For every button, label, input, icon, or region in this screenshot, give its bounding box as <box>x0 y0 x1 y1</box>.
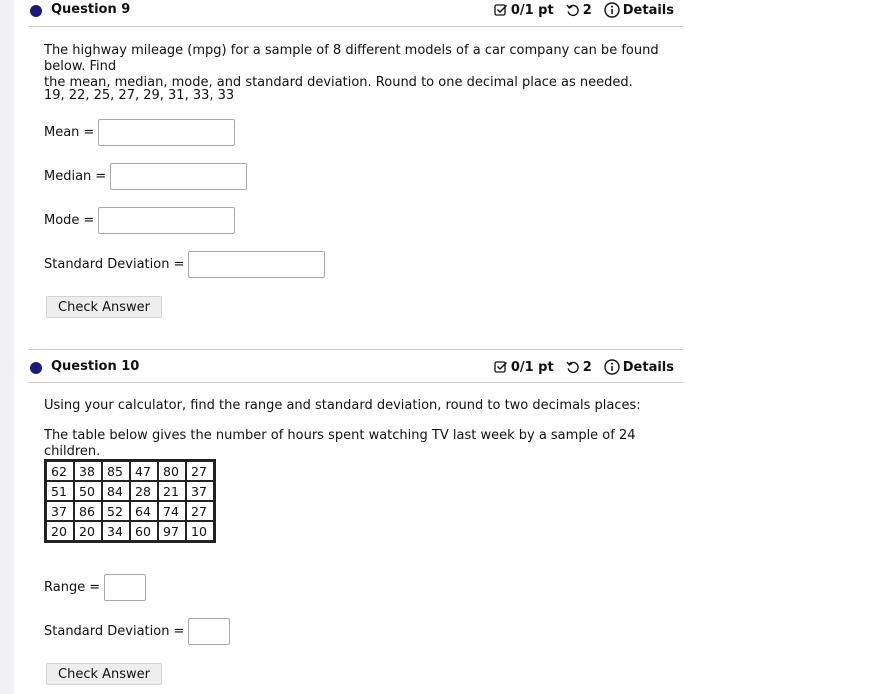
stdev-row: Standard Deviation = <box>44 251 325 278</box>
info-icon[interactable] <box>604 359 620 375</box>
question-prompt: The highway mileage (mpg) for a sample of 8 different models of a car company can be found below. Find the mean, median, mode, and standard deviation. Round to one decimal place as needed. <box>44 43 659 90</box>
left-gutter <box>0 0 14 694</box>
table-cell: 97 <box>158 521 186 541</box>
stdev-label: Standard Deviation <box>44 624 170 639</box>
table-cell: 80 <box>158 461 186 481</box>
mode-row: Mode = <box>44 207 235 234</box>
header-divider <box>28 26 683 27</box>
table-row <box>46 461 214 481</box>
check-answer-button[interactable]: Check Answer <box>46 296 162 318</box>
table-cell: 64 <box>130 501 158 521</box>
attempts-text: 2 <box>582 359 592 375</box>
table-cell: 34 <box>102 521 130 541</box>
table-cell: 27 <box>186 461 214 481</box>
table-cell: 37 <box>186 481 214 501</box>
median-row: Median = <box>44 163 247 190</box>
table-intro-text: The table below gives the number of hours spent watching TV last week by a sample of 24 children. <box>44 428 636 459</box>
question-9 <box>28 0 683 315</box>
retry-icon[interactable] <box>566 3 580 17</box>
mode-input[interactable] <box>98 207 235 234</box>
question-title: Question 9 <box>51 2 131 17</box>
mean-input[interactable] <box>98 119 235 146</box>
table-cell: 51 <box>46 481 74 501</box>
table-cell: 50 <box>74 481 102 501</box>
question-meta <box>494 359 674 375</box>
instruction-text: Using your calculator, find the range and standard deviation, round to two decimals places: <box>44 398 641 413</box>
question-status-dot <box>30 5 42 17</box>
table-cell: 62 <box>46 461 74 481</box>
checkbox-score-icon <box>494 3 508 17</box>
question-10 <box>28 349 683 682</box>
retry-icon[interactable] <box>566 360 580 374</box>
mean-label: Mean <box>44 125 80 140</box>
details-link[interactable]: Details <box>622 359 674 375</box>
stdev-label: Standard Deviation <box>44 257 170 272</box>
table-cell: 20 <box>46 521 74 541</box>
question-divider <box>28 349 683 350</box>
table-cell: 37 <box>46 501 74 521</box>
median-input[interactable] <box>110 163 247 190</box>
table-cell: 10 <box>186 521 214 541</box>
range-input[interactable] <box>104 574 146 601</box>
table-cell: 52 <box>102 501 130 521</box>
info-icon[interactable] <box>604 2 620 18</box>
data-table <box>44 459 216 543</box>
table-cell: 21 <box>158 481 186 501</box>
table-cell: 85 <box>102 461 130 481</box>
question-9-header <box>28 0 683 34</box>
table-cell: 47 <box>130 461 158 481</box>
table-cell: 20 <box>74 521 102 541</box>
table-cell: 84 <box>102 481 130 501</box>
median-label: Median <box>44 169 92 184</box>
question-title: Question 10 <box>51 359 140 374</box>
dataset-text: 19, 22, 25, 27, 29, 31, 33, 33 <box>44 88 235 103</box>
stdev-row: Standard Deviation = <box>44 618 230 645</box>
checkbox-score-icon <box>494 360 508 374</box>
score-text: 0/1 pt <box>510 359 554 375</box>
table-cell: 38 <box>74 461 102 481</box>
table-cell: 60 <box>130 521 158 541</box>
table-row <box>46 501 214 521</box>
table-cell: 86 <box>74 501 102 521</box>
stdev-input[interactable] <box>188 251 325 278</box>
range-label: Range <box>44 580 86 595</box>
table-row <box>46 481 214 501</box>
mean-row: Mean = <box>44 119 235 146</box>
check-answer-button[interactable]: Check Answer <box>46 663 162 685</box>
table-cell: 27 <box>186 501 214 521</box>
score-text: 0/1 pt <box>510 2 554 18</box>
table-cell: 74 <box>158 501 186 521</box>
range-row: Range = <box>44 574 146 601</box>
details-link[interactable]: Details <box>622 2 674 18</box>
question-10-header <box>28 357 683 391</box>
mode-label: Mode <box>44 213 80 228</box>
table-cell: 28 <box>130 481 158 501</box>
table-row <box>46 521 214 541</box>
stdev-input[interactable] <box>188 618 230 645</box>
question-meta <box>494 2 674 18</box>
header-divider <box>28 382 683 383</box>
attempts-text: 2 <box>582 2 592 18</box>
question-status-dot <box>30 362 42 374</box>
